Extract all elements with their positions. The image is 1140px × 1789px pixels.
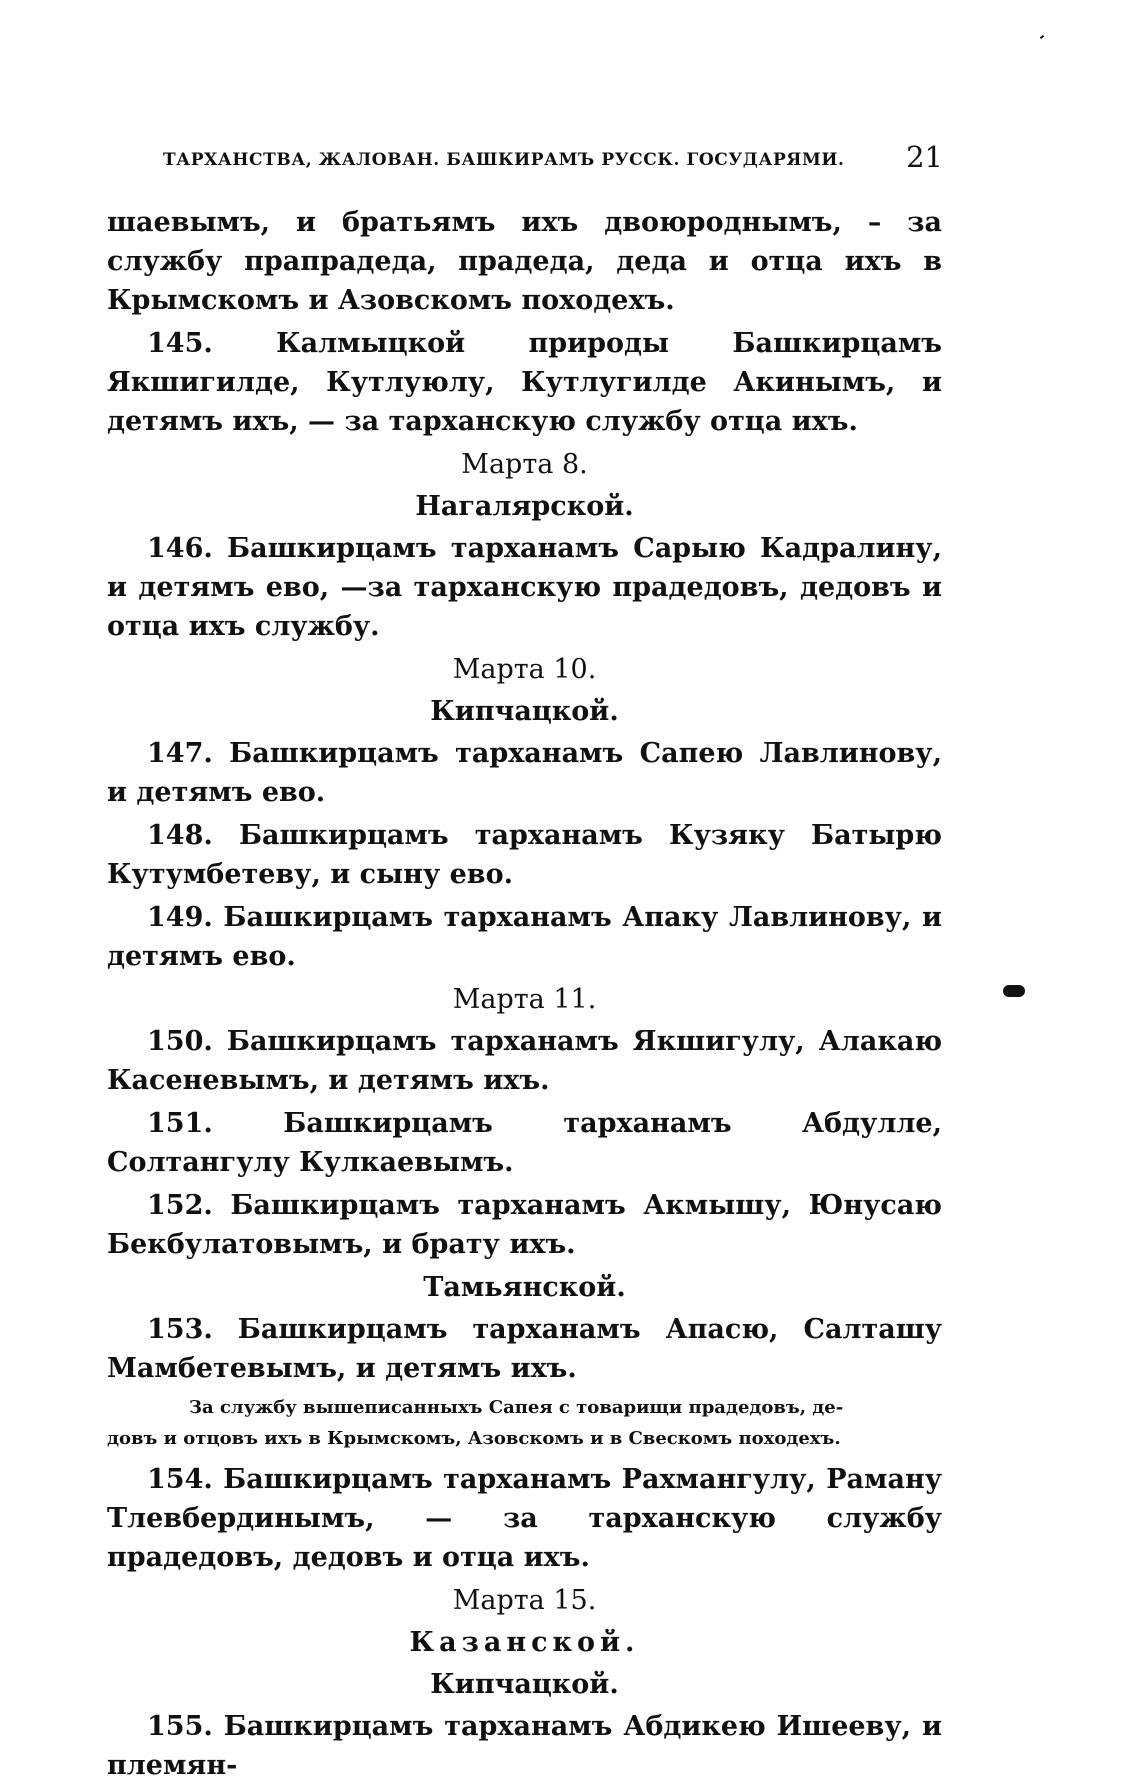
- entry-155: 155. Башкирцамъ тарханамъ Абдикею Ишееву, и племян-: [107, 1711, 942, 1781]
- entry-153: 153. Башкирцамъ тарханамъ Апасю, Салташу Мамбетевымъ, и детямъ ихъ.: [107, 1314, 942, 1384]
- footnote-line-2: довъ и отцовъ ихъ в Крымскомъ, Азовскомъ и в Свескомъ походехъ.: [107, 1428, 841, 1449]
- date-heading-march-10: Марта 10.: [452, 654, 597, 685]
- tribe-heading-nagalyar: Нагалярской.: [415, 491, 634, 522]
- paragraph-continuation: шаевымъ, и братьямъ ихъ двоюроднымъ, – за службу прапрадеда, прадеда, деда и отца ихъ в Крымскомъ и Азовскомъ походехъ.: [107, 207, 942, 316]
- date-heading-march-8: Марта 8.: [461, 449, 588, 480]
- entry-145: 145. Калмыцкой природы Башкирцамъ Якшигилде, Кутлуюлу, Кутлугилде Акинымъ, и детямъ ихъ, — за тарханскую службу отца ихъ.: [107, 328, 942, 437]
- entry-150: 150. Башкирцамъ тарханамъ Якшигулу, Алакаю Касеневымъ, и детямъ ихъ.: [107, 1026, 942, 1096]
- entry-149: 149. Башкирцамъ тарханамъ Апаку Лавлинову, и детямъ ево.: [107, 902, 942, 972]
- entry-147: 147. Башкирцамъ тарханамъ Сапею Лавлинову, и детямъ ево.: [107, 738, 942, 808]
- entry-148: 148. Башкирцамъ тарханамъ Кузяку Батырю Кутумбетеву, и сыну ево.: [107, 820, 942, 890]
- tribe-heading-kipchak: Кипчацкой.: [430, 696, 619, 727]
- corner-speck-mark: [1040, 35, 1044, 39]
- running-head: [163, 140, 943, 180]
- entry-151: 151. Башкирцамъ тарханамъ Абдулле, Солтангулу Кулкаевымъ.: [107, 1108, 942, 1178]
- running-title: ТАРХАНСТВА, ЖАЛОВАН. БАШКИРАМЪ РУССК. ГОСУДАРЯМИ.: [163, 150, 845, 170]
- page-text: [107, 203, 942, 1789]
- entry-154: 154. Башкирцамъ тарханамъ Рахмангулу, Раману Тлевбердинымъ, — за тарханскую службу прадедовъ, дедовъ и отца ихъ.: [107, 1464, 942, 1573]
- date-heading-march-11: Марта 11.: [452, 984, 597, 1015]
- tribe-heading-kipchak-2: Кипчацкой.: [430, 1669, 619, 1700]
- footnote-line-1: За службу вышеписанныхъ Сапея с товарищи прадедовъ, де-: [189, 1397, 844, 1418]
- page-number: 21: [906, 140, 943, 174]
- entry-152: 152. Башкирцамъ тарханамъ Акмышу, Юнусаю Бекбулатовымъ, и брату ихъ.: [107, 1190, 942, 1260]
- tribe-heading-tamyan: Тамьянской.: [423, 1272, 626, 1303]
- entry-146: 146. Башкирцамъ тарханамъ Сарыю Кадралину, и детямъ ево, —за тарханскую прадедовъ, дедовъ и отца ихъ службу.: [107, 533, 942, 642]
- ink-blot-mark: [1003, 985, 1025, 997]
- date-heading-march-15: Марта 15.: [452, 1585, 597, 1616]
- region-heading-kazan: Казанской.: [409, 1627, 640, 1658]
- footnote-block: [107, 1392, 942, 1454]
